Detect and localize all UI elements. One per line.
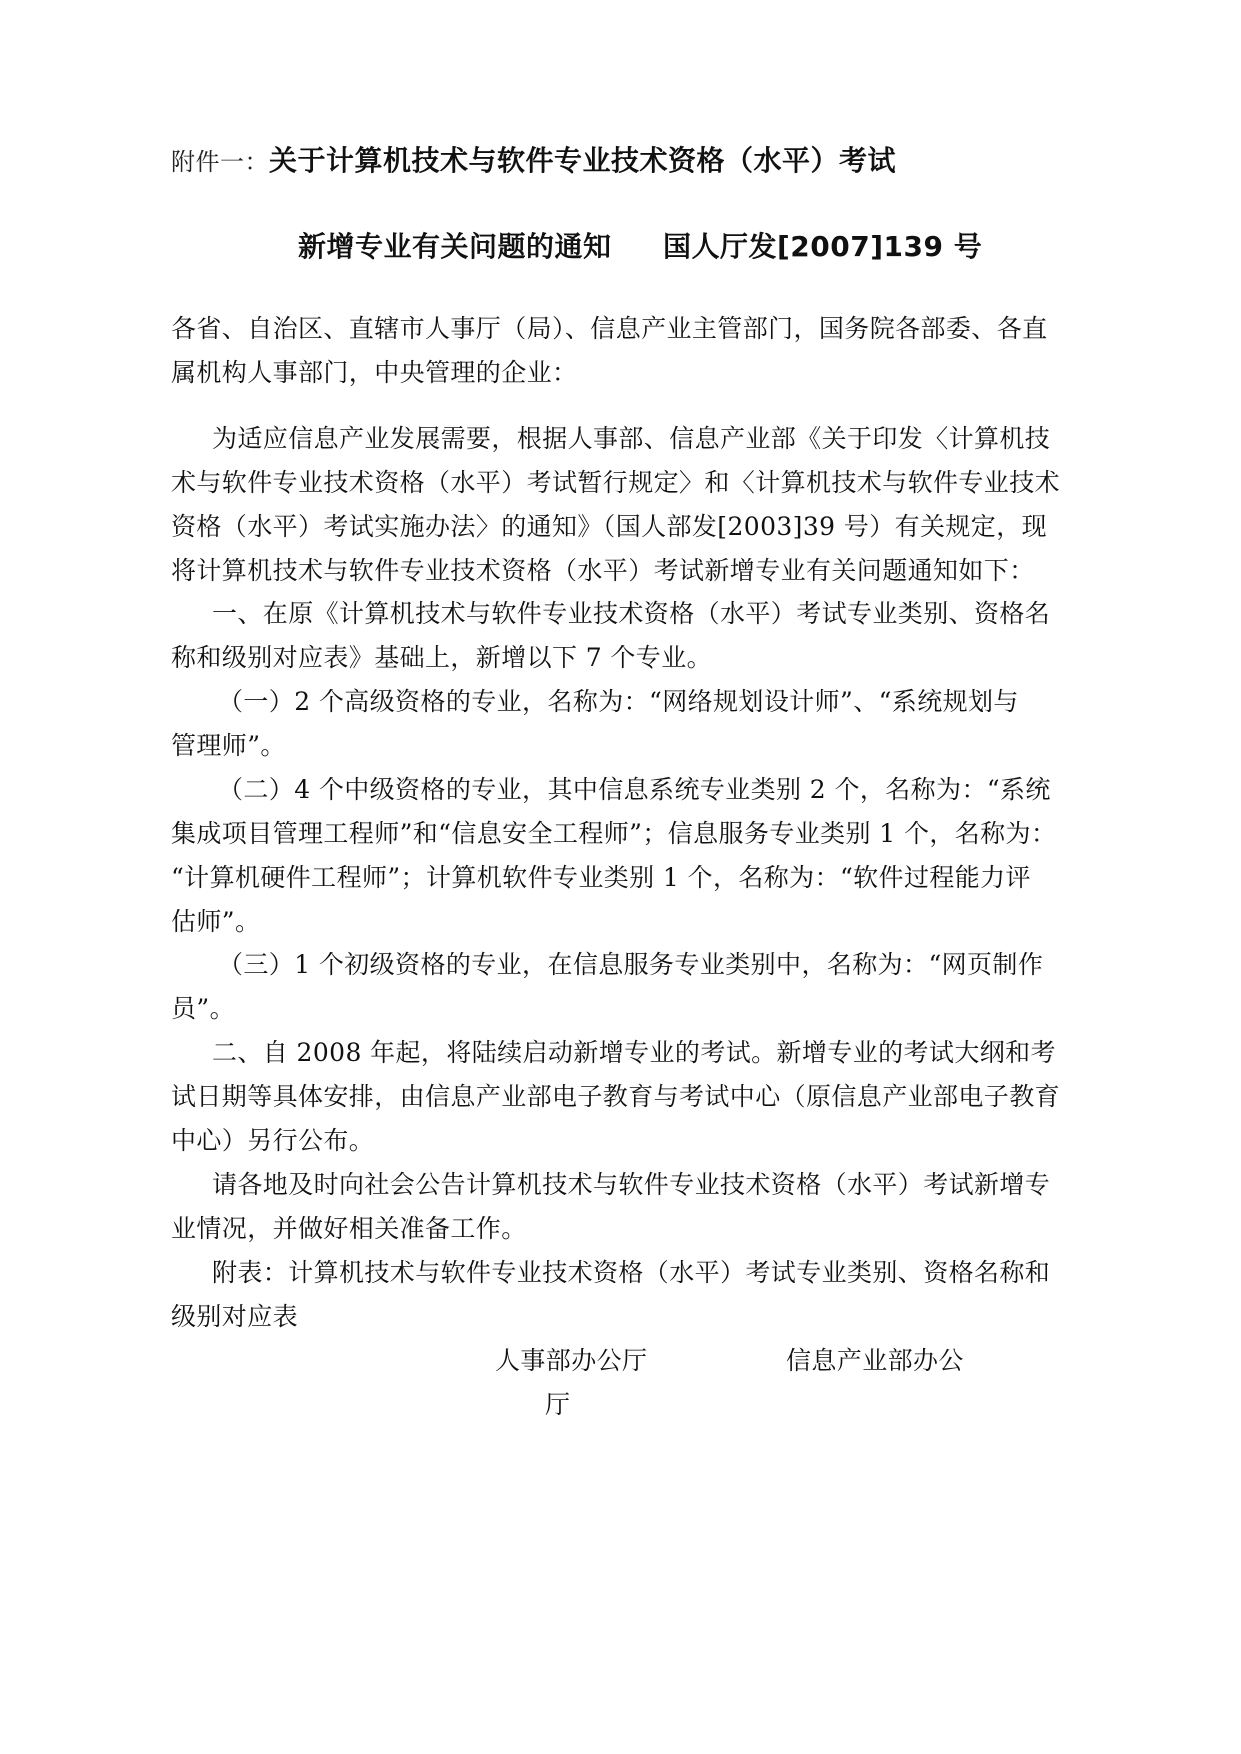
document-number-text: 国人厅发[2007]139 号: [663, 230, 983, 263]
attachment-prefix: 附件一：: [171, 148, 269, 176]
request-line-1: 请各地及时向社会公告计算机技术与软件专业技术资格（水平）考试新增专: [212, 1170, 1051, 1199]
intro-line-4: 将计算机技术与软件专业技术资格（水平）考试新增专业有关问题通知如下：: [171, 556, 1035, 585]
sub1-line-2: 管理师”。: [171, 731, 286, 760]
item1-line-1: 一、在原《计算机技术与软件专业技术资格（水平）考试专业类别、资格名: [212, 599, 1051, 628]
signature-right: 信息产业部办公: [786, 1346, 964, 1375]
title-main: 关于计算机技术与软件专业技术资格（水平）考试: [269, 144, 897, 177]
sub3-line-2: 员”。: [171, 994, 235, 1023]
signature-left: 人事部办公厅: [495, 1346, 648, 1375]
item1-line-2: 称和级别对应表》基础上，新增以下 7 个专业。: [171, 643, 713, 672]
signature-wrap: 厅: [545, 1390, 571, 1419]
sub2-line-2: 集成项目管理工程师”和“信息安全工程师”；信息服务专业类别 1 个，名称为：: [171, 819, 1057, 848]
attachment-line-1: 附表：计算机技术与软件专业技术资格（水平）考试专业类别、资格名称和: [212, 1258, 1051, 1287]
item2-line-2: 试日期等具体安排，由信息产业部电子教育与考试中心（原信息产业部电子教育: [171, 1082, 1061, 1111]
title-line-2: [298, 228, 612, 266]
sub2-line-3: “计算机硬件工程师”；计算机软件专业类别 1 个，名称为：“软件过程能力评: [171, 863, 1031, 892]
item2-line-3: 中心）另行公布。: [171, 1126, 375, 1155]
addressee-line-2: 属机构人事部门，中央管理的企业：: [171, 358, 578, 387]
title-sub: 新增专业有关问题的通知: [298, 230, 612, 263]
request-line-2: 业情况，并做好相关准备工作。: [171, 1214, 527, 1243]
sub3-line-1: （三）1 个初级资格的专业，在信息服务专业类别中，名称为：“网页制作: [218, 950, 1044, 979]
intro-line-2: 术与软件专业技术资格（水平）考试暂行规定〉和〈计算机技术与软件专业技术: [171, 468, 1061, 497]
title-line-1: [171, 142, 896, 181]
addressee-line-1: 各省、自治区、直辖市人事厅（局）、信息产业主管部门，国务院各部委、各直: [171, 314, 1048, 343]
sub2-line-4: 估师”。: [171, 907, 261, 936]
intro-line-3: 资格（水平）考试实施办法〉的通知》（国人部发[2003]39 号）有关规定，现: [171, 512, 1047, 541]
document-number: [663, 228, 982, 266]
sub1-line-1: （一）2 个高级资格的专业，名称为：“网络规划设计师”、“系统规划与: [218, 687, 1019, 716]
item2-line-1: 二、自 2008 年起，将陆续启动新增专业的考试。新增专业的考试大纲和考: [212, 1038, 1056, 1067]
sub2-line-1: （二）4 个中级资格的专业，其中信息系统专业类别 2 个，名称为：“系统: [218, 775, 1051, 804]
intro-line-1: 为适应信息产业发展需要，根据人事部、信息产业部《关于印发〈计算机技: [212, 424, 1051, 453]
attachment-line-2: 级别对应表: [171, 1302, 299, 1331]
